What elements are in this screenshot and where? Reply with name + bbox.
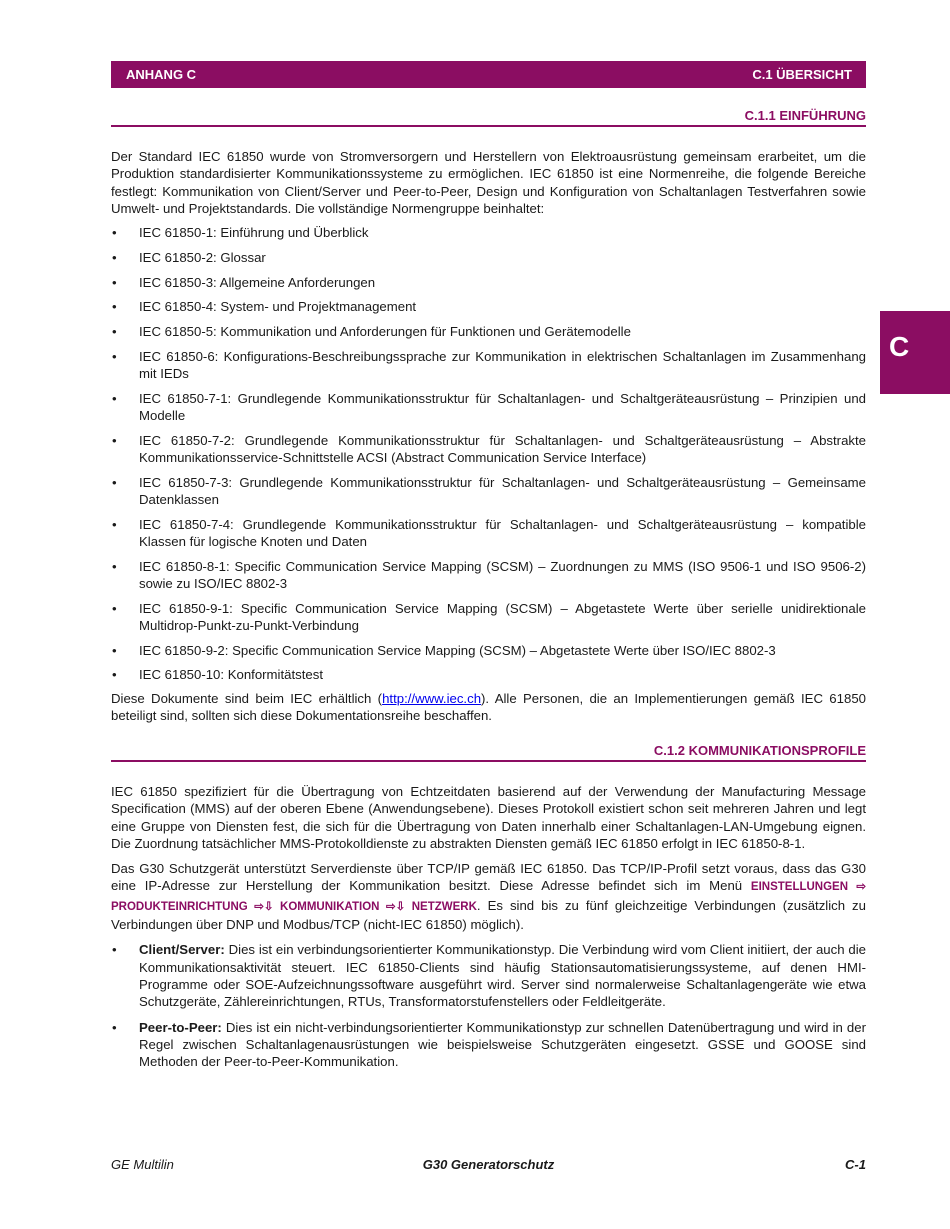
chapter-side-tab [880, 311, 950, 394]
section-label: C.1 ÜBERSICHT [752, 67, 852, 82]
standard-list-item: • IEC 61850-6: Konfigurations-Beschreibungssprache zur Kommunikation in elektrischen Schaltanlagen im Zusammenhang mit IEDs [111, 348, 866, 383]
communication-types-list [111, 941, 866, 1070]
section-heading-einfuehrung: C.1.1 EINFÜHRUNG [111, 108, 866, 127]
standard-list-item: • IEC 61850-9-2: Specific Communication Service Mapping (SCSM) – Abgetastete Werte über ISO/IEC 8802-3 [111, 642, 866, 659]
closing-text-start: Diese Dokumente sind beim IEC erhältlich ( [111, 690, 383, 706]
standard-list-item: • IEC 61850-7-1: Grundlegende Kommunikationsstruktur für Schaltanlagen- und Schaltgeräteausrüstung – Prinzipien und Modelle [111, 390, 866, 425]
standard-list-item: • IEC 61850-5: Kommunikation und Anforderungen für Funktionen und Gerätemodelle [111, 323, 866, 340]
standard-list-item: • IEC 61850-3: Allgemeine Anforderungen [111, 274, 866, 291]
closing-paragraph [111, 690, 866, 725]
chapter-label: ANHANG C [126, 67, 197, 82]
communication-type-item [111, 1019, 866, 1071]
footer-page-number: C-1 [845, 1157, 866, 1172]
footer-product: G30 Generatorschutz [422, 1157, 555, 1172]
paragraph-2-end: . Es sind bis zu fünf gleichzeitige Verbindungen (zusätzlich zu Verbindungen über DNP und Modbus/TCP (nicht-IEC 61850) möglich). [111, 897, 866, 933]
communication-type-term: Peer-to-Peer: [139, 1019, 222, 1035]
standards-list [111, 224, 866, 683]
standard-list-item: • IEC 61850-7-2: Grundlegende Kommunikationsstruktur für Schaltanlagen- und Schaltgeräteausrüstung – Abstrakte Kommunikationsservice-Schnittstelle ACSI (Abstract Communication Service Interface) [111, 432, 866, 467]
standard-list-item: • IEC 61850-10: Konformitätstest [111, 666, 866, 683]
communication-type-item [111, 941, 866, 1010]
communication-type-term: Client/Server: [139, 942, 225, 958]
standard-list-item: • IEC 61850-7-4: Grundlegende Kommunikationsstruktur für Schaltanlagen- und Schaltgeräteausrüstung – kompatible Klassen für logische Knoten und Daten [111, 516, 866, 551]
iec-link[interactable]: http://www.iec.ch [382, 690, 482, 706]
footer-company: GE Multilin [111, 1157, 174, 1172]
page-footer [111, 1157, 866, 1175]
section1-body [111, 148, 866, 724]
section2-body [111, 783, 866, 1078]
standard-list-item: • IEC 61850-2: Glossar [111, 249, 866, 266]
standard-list-item: • IEC 61850-1: Einführung und Überblick [111, 224, 866, 241]
paragraph-2-start: Das G30 Schutzgerät unterstützt Serverdienste über TCP/IP gemäß IEC 61850. Das TCP/IP-Profil setzt voraus, dass das G30 eine IP-Adresse zur Herstellung der Kommunikation besitzt. Diese Adresse befindet sich im Menü [111, 861, 866, 894]
intro-paragraph: Der Standard IEC 61850 wurde von Stromversorgern und Herstellern von Elektroausrüstung gemeinsam erarbeitet, um die Produktion standardisierter Kommunikationssysteme zu ermöglichen. IEC 61850 ist eine Normenreihe, die folgende Bereiche festlegt: Kommunikation von Client/Server und Peer-to-Peer, Design und Konfiguration von Schaltanlagen Testverfahren sowie Umwelt- und Projektstandards. Die vollständige Normengruppe beinhaltet: [111, 149, 866, 216]
section-heading-kommunikationsprofile: C.1.2 KOMMUNIKATIONSPROFILE [111, 743, 866, 762]
side-tab-letter: C [889, 331, 910, 362]
menu-path: EINSTELLUNGEN ⇨ PRODUKTEINRICHTUNG ⇨⇩ KOMMUNIKATION ⇨⇩ NETZWERK [111, 881, 866, 913]
standard-list-item: • IEC 61850-8-1: Specific Communication Service Mapping (SCSM) – Zuordnungen zu MMS (ISO 9506-1 und ISO 9506-2) sowie zu ISO/IEC 8802-3 [111, 558, 866, 593]
closing-text-end: ). Alle Personen, die an Implementierungen gemäß IEC 61850 beteiligt sind, sollten sich diese Dokumentationsreihe beschaffen. [111, 690, 866, 724]
profile-paragraph-2 [111, 860, 866, 933]
communication-type-description: Dies ist ein nicht-verbindungsorientierter Kommunikationstyp zur schnellen Datenübertragung und wird in der Regel zwischen Schaltanlagenausrüstungen wie beispielsweise Schutzgeräten eingesetzt. GSSE und GOOSE sind Methoden der Peer-to-Peer-Kommunikation. [139, 1019, 866, 1070]
standard-list-item: • IEC 61850-9-1: Specific Communication Service Mapping (SCSM) – Abgetastete Werte über serielle unidirektionale Multidrop-Punkt-zu-Punkt-Verbindung [111, 600, 866, 635]
standard-list-item: • IEC 61850-4: System- und Projektmanagement [111, 298, 866, 315]
communication-type-description: Dies ist ein verbindungsorientierter Kommunikationstyp. Die Verbindung wird vom Client initiiert, der auch die Kommunikationsaktivität steuert. IEC 61850-Clients sind häufig Stationsautomatisierungssysteme, auf denen HMI-Programme oder SOE-Aufzeichnungssoftware ausgeführt wird. Server sind normalerweise Schaltanlagengeräte wie etwa Schutzgeräte, Zählereinrichtungen, RTUs, Transformatorstufenstellers oder Feldleitgeräte. [139, 942, 866, 1010]
profile-paragraph-1: IEC 61850 spezifiziert für die Übertragung von Echtzeitdaten basierend auf der Verwendung der Manufacturing Message Specification (MMS) auf der oberen Ebene (Anwendungsebene). Dieses Protokoll existiert schon seit mehreren Jahren und legt eine Gruppe von Diensten fest, die sich für die Übertragung von Daten innerhalb einer Schaltanlagen-LAN-Umgebung eignen. Die Zuordnung tatsächlicher MMS-Protokolldienste zu abstrakten Diensten gemäß IEC 61850 erfolgt in IEC 61850-8-1. [111, 784, 866, 851]
chapter-header-bar [111, 61, 866, 88]
standard-list-item: • IEC 61850-7-3: Grundlegende Kommunikationsstruktur für Schaltanlagen- und Schaltgeräteausrüstung – Gemeinsame Datenklassen [111, 474, 866, 509]
